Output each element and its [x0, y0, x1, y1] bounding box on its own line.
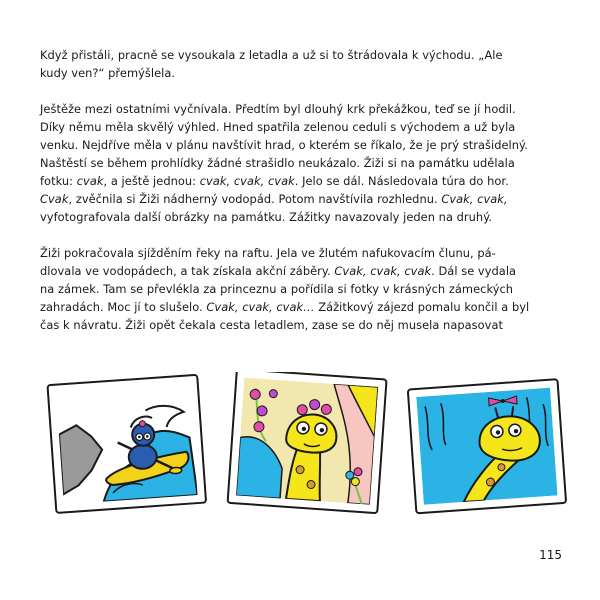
text-segment: na zámek. Tam se převlékla za princeznu a pořídila si fotky v krásných zámeckých: [40, 282, 514, 296]
text-segment: . Dál se vydala: [431, 264, 517, 278]
story-paragraph: [40, 46, 562, 82]
text-segment: venku. Nejdříve měla v plánu navštívit hrad, o kterém se říkalo, že je prý strašidelný.: [40, 138, 528, 152]
story-paragraph: [40, 100, 562, 226]
italic-text: Cvak, cvak, cvak: [334, 264, 432, 278]
text-segment: . Jelo se dál. Následovala túra do hor.: [294, 174, 509, 188]
text-line: [40, 64, 562, 82]
text-segment: Ještěže mezi ostatními vyčnívala. Předtím byl dlouhý krk překážkou, teď se jí hodil.: [40, 102, 516, 116]
text-segment: kudy ven?“ přemýšlela.: [40, 66, 176, 80]
italic-text: Cvak, cvak, cvak…: [206, 300, 315, 314]
waterfall-photo: [408, 379, 566, 513]
text-segment: čas k návratu. Žiži opět čekala cesta letadlem, zase se do něj musela napasovat: [40, 318, 504, 332]
text-line: [40, 262, 562, 280]
text-line: [40, 298, 562, 316]
text-segment: Zážitkový zájezd pomalu končil a byl: [314, 300, 530, 314]
story-text: [40, 46, 562, 352]
text-line: [40, 172, 562, 190]
page-number: 115: [539, 548, 562, 562]
text-segment: Žiži pokračovala sjížděním řeky na raftu. Jela ve žlutém nafukovacím člunu, pá-: [40, 246, 496, 260]
rafting-photo: [48, 375, 207, 513]
princess-photo: [228, 372, 387, 513]
text-line: [40, 280, 562, 298]
italic-text: Cvak, cvak,: [441, 192, 508, 206]
text-segment: dlovala ve vodopádech, a tak získala akční záběry.: [40, 264, 335, 278]
text-line: [40, 316, 562, 334]
text-segment: fotku:: [40, 174, 77, 188]
italic-text: cvak, cvak, cvak: [199, 174, 295, 188]
text-line: [40, 244, 562, 262]
text-line: [40, 190, 562, 208]
text-line: [40, 208, 562, 226]
text-segment: , a ještě jednou:: [103, 174, 200, 188]
text-segment: Díky němu měla skvělý výhled. Hned spatřila zelenou ceduli s východem a už byla: [40, 120, 516, 134]
italic-text: Cvak: [40, 192, 69, 206]
text-segment: , zvěčnila si Žiži nádherný vodopád. Potom navštívila rozhlednu.: [68, 192, 442, 206]
text-line: [40, 118, 562, 136]
story-paragraph: [40, 244, 562, 334]
text-line: [40, 154, 562, 172]
text-segment: Naštěstí se během prohlídky žádné strašidlo neukázalo. Žiži si na památku udělala: [40, 156, 515, 170]
text-line: [40, 100, 562, 118]
italic-text: cvak: [76, 174, 104, 188]
photo-illustration: [40, 372, 570, 522]
text-segment: Když přistáli, pracně se vysoukala z letadla a už si to štrádovala k východu. „Ale: [40, 48, 503, 62]
text-line: [40, 46, 562, 64]
text-segment: zahradách. Moc jí to slušelo.: [40, 300, 207, 314]
text-line: [40, 136, 562, 154]
text-segment: vyfotografovala další obrázky na památku. Zážitky navazovaly jeden na druhý.: [40, 210, 493, 224]
